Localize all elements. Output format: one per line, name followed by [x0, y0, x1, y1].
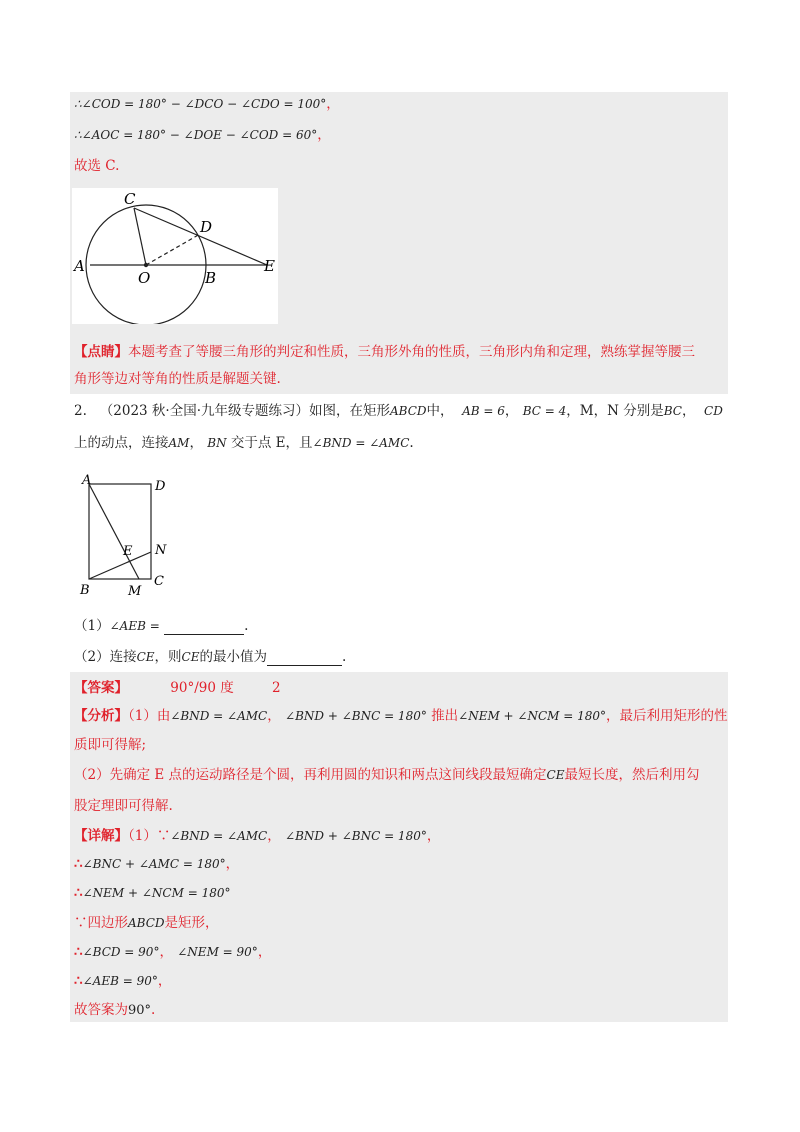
label-B: B [80, 583, 90, 598]
detail-line-5: ∴∠BCD = 90°， ∠NEM = 90°， [74, 944, 272, 960]
comment-line-1: 【点睛】本题考查了等腰三角形的判定和性质，三角形外角的性质，三角形内角和定理，熟练掌握等腰三 [74, 344, 695, 360]
label-D: D [200, 218, 213, 236]
rectangle-figure [74, 470, 184, 598]
comment-line-2: 角形等边对等角的性质是解题关键. [74, 371, 281, 387]
label-M: M [128, 584, 142, 598]
detail-line-6: ∴∠AEB = 90°， [74, 973, 172, 989]
label-C: C [124, 190, 136, 208]
question-2-blank[interactable] [267, 651, 342, 666]
analysis-line-1: 【分析】（1）由∠BND = ∠AMC， ∠BND + ∠BNC = 180° 推出∠NEM + ∠NCM = 180°，最后利用矩形的性 [74, 708, 728, 724]
answer-line: 【答案】 90°/90 度 2 [74, 680, 281, 696]
label-B: B [205, 269, 217, 287]
analysis-line-4: 股定理即可得解. [74, 798, 173, 814]
answer-1: 90°/90 度 [170, 680, 234, 696]
detail-line-1: 【详解】（1）∵∠BND = ∠AMC， ∠BND + ∠BNC = 180°， [74, 828, 441, 844]
detail-line-7: 故答案为90°. [74, 1002, 156, 1018]
analysis-line-2: 质即可得解; [74, 737, 147, 753]
solution-line-2: ∴∠AOC = 180° − ∠DOE − ∠COD = 60°， [74, 127, 331, 143]
solution-choice: 故选 C. [74, 158, 120, 174]
label-C: C [154, 574, 164, 589]
question-2: （2）连接CE，则CE的最小值为 . [74, 649, 347, 665]
circle-figure [72, 188, 278, 324]
label-E: E [123, 544, 133, 559]
solution-line-1: ∴∠COD = 180° − ∠DCO − ∠CDO = 100°， [74, 96, 340, 112]
detail-line-3: ∴∠NEM + ∠NCM = 180° [74, 885, 231, 901]
answer-2: 2 [272, 680, 281, 696]
label-A: A [82, 473, 92, 488]
question-1: （1）∠AEB = . [74, 618, 249, 634]
label-O: O [138, 269, 151, 287]
label-A: A [74, 257, 85, 275]
label-N: N [155, 543, 167, 558]
label-D: D [155, 479, 166, 494]
problem-2-line-2: 上的动点，连接AM， BN 交于点 E，且∠BND = ∠AMC. [74, 435, 414, 451]
detail-line-4: ∵四边形ABCD是矩形， [74, 915, 219, 931]
problem-2-line-1: 2. （2023 秋·全国·九年级专题练习）如图，在矩形ABCD中， AB = 6， BC = 4，M，N 分别是BC， CD [74, 403, 723, 419]
question-1-blank[interactable] [164, 620, 244, 635]
detail-line-2: ∴∠BNC + ∠AMC = 180°， [74, 856, 240, 872]
label-E: E [264, 257, 275, 275]
analysis-line-3: （2）先确定 E 点的运动路径是个圆，再利用圆的知识和两点这间线段最短确定CE最短长度，然后利用勾 [74, 767, 700, 783]
